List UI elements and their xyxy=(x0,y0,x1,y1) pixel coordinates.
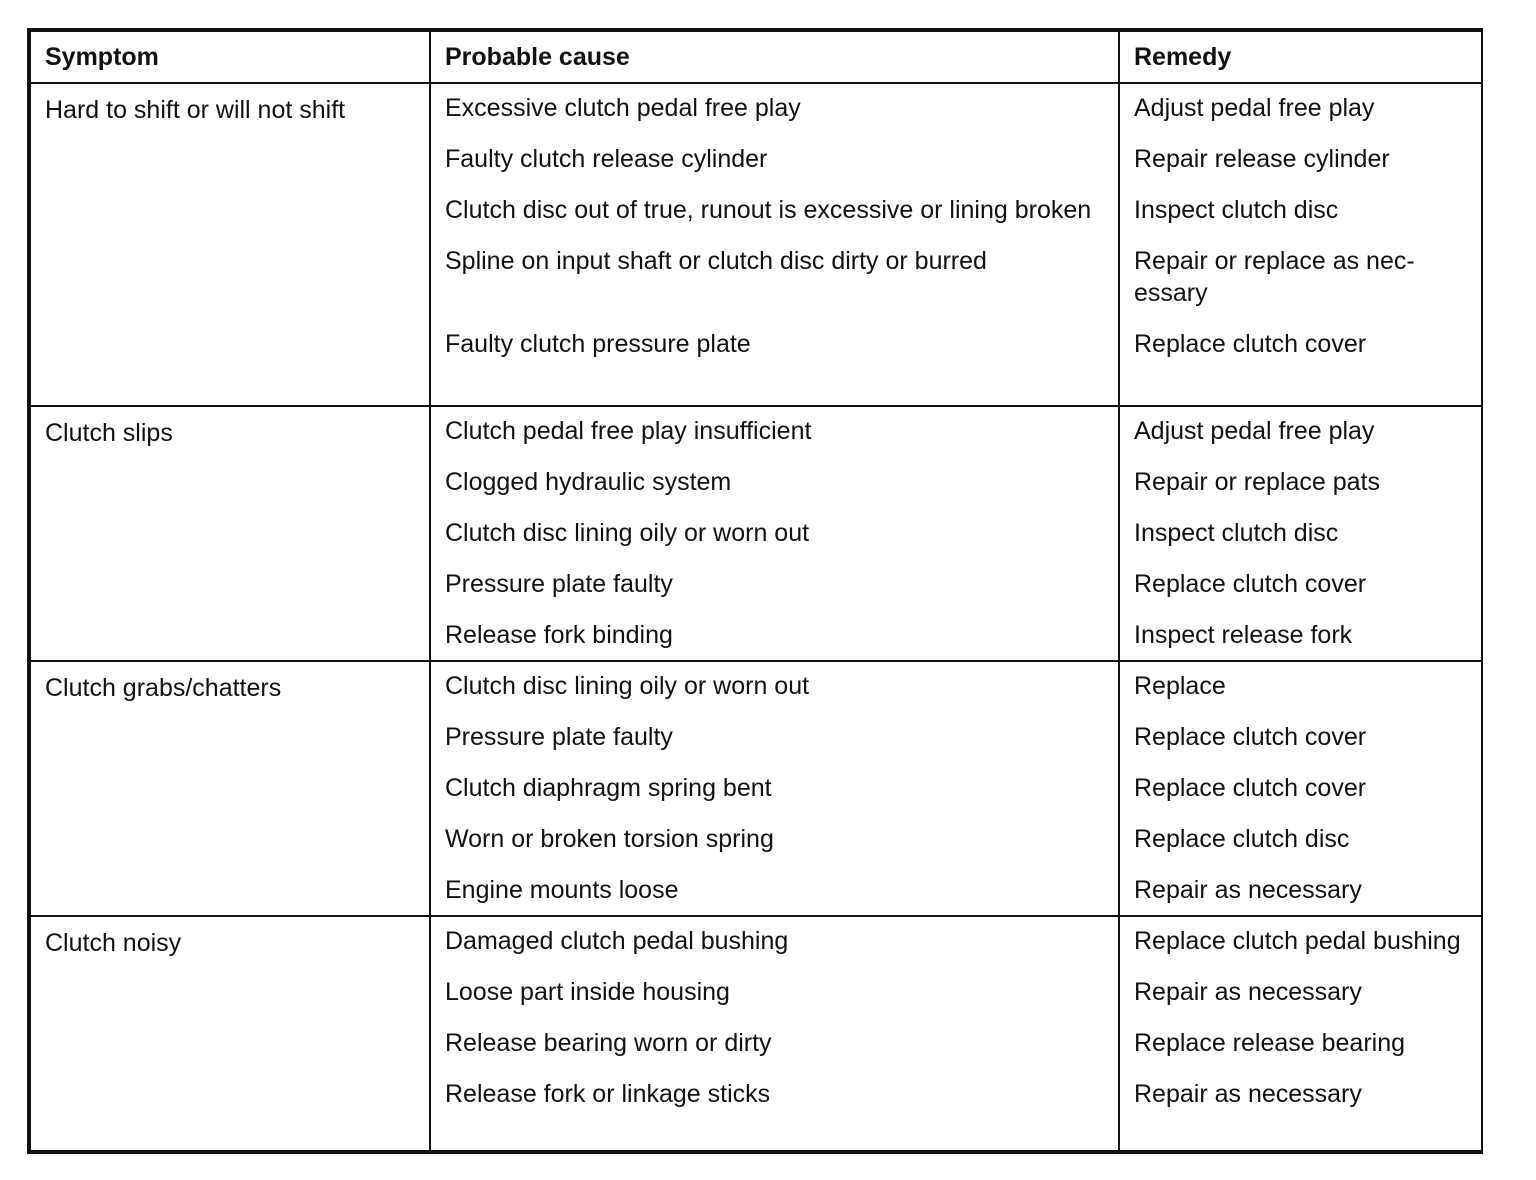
remedy-cell xyxy=(1119,83,1482,406)
remedy-item: Replace clutch cover xyxy=(1134,774,1367,802)
remedy-item: Inspect release fork xyxy=(1134,621,1353,649)
remedy-item: Adjust pedal free play xyxy=(1134,94,1375,122)
troubleshooting-table-frame xyxy=(27,28,1483,1154)
cause-item: Excessive clutch pedal free play xyxy=(445,94,801,122)
cause-item: Release bearing worn or dirty xyxy=(445,1029,772,1057)
cause-item: Release fork or linkage sticks xyxy=(445,1080,771,1108)
remedy-item: Replace release bearing xyxy=(1134,1029,1406,1057)
remedy-item: Repair release cylinder xyxy=(1134,145,1390,173)
remedy-item: Repair or replace as nec-essary xyxy=(1134,247,1415,307)
cause-item: Clutch disc out of true, runout is excessive or lining broken xyxy=(445,196,1092,224)
remedy-item: Adjust pedal free play xyxy=(1134,417,1375,445)
symptom-group-row xyxy=(30,83,1482,406)
symptom-cell: Hard to shift or will not shift xyxy=(30,83,430,406)
symptom-group-row xyxy=(30,916,1482,1151)
remedy-cell xyxy=(1119,661,1482,916)
cause-item: Engine mounts loose xyxy=(445,876,679,904)
remedy-item: Repair as necessary xyxy=(1134,978,1362,1006)
cause-item: Pressure plate faulty xyxy=(445,723,673,751)
symptom-cell: Clutch slips xyxy=(30,406,430,661)
table-body xyxy=(30,83,1482,1151)
remedy-item: Replace clutch pedal bushing xyxy=(1134,927,1461,955)
cause-item: Pressure plate faulty xyxy=(445,570,673,598)
remedy-item: Replace xyxy=(1134,672,1226,700)
remedy-item: Inspect clutch disc xyxy=(1134,519,1339,547)
symptom-cell: Clutch grabs/chatters xyxy=(30,661,430,916)
cause-item: Loose part inside housing xyxy=(445,978,730,1006)
remedy-item: Repair as necessary xyxy=(1134,1080,1362,1108)
remedy-item: Repair as necessary xyxy=(1134,876,1362,904)
cause-item: Clutch diaphragm spring bent xyxy=(445,774,772,802)
cause-item: Clutch pedal free play insufficient xyxy=(445,417,812,445)
probable-cause-cell xyxy=(430,406,1119,661)
remedy-item: Inspect clutch disc xyxy=(1134,196,1339,224)
remedy-item: Repair or replace pats xyxy=(1134,468,1380,496)
header-remedy: Remedy xyxy=(1119,31,1482,83)
cause-item: Clogged hydraulic system xyxy=(445,468,732,496)
remedy-item: Replace clutch cover xyxy=(1134,330,1367,358)
cause-item: Spline on input shaft or clutch disc dirty or burred xyxy=(445,247,987,275)
header-probable-cause: Probable cause xyxy=(430,31,1119,83)
symptom-group-row xyxy=(30,406,1482,661)
header-row xyxy=(30,31,1482,83)
remedy-item: Replace clutch cover xyxy=(1134,570,1367,598)
cause-item: Clutch disc lining oily or worn out xyxy=(445,672,810,700)
probable-cause-cell xyxy=(430,83,1119,406)
cause-item: Faulty clutch pressure plate xyxy=(445,330,751,358)
remedy-cell xyxy=(1119,916,1482,1151)
cause-item: Damaged clutch pedal bushing xyxy=(445,927,789,955)
symptom-cell: Clutch noisy xyxy=(30,916,430,1151)
probable-cause-cell xyxy=(430,661,1119,916)
cause-item: Release fork binding xyxy=(445,621,673,649)
cause-item: Worn or broken torsion spring xyxy=(445,825,774,853)
troubleshooting-table xyxy=(29,30,1483,1152)
cause-item: Clutch disc lining oily or worn out xyxy=(445,519,810,547)
remedy-cell xyxy=(1119,406,1482,661)
remedy-item: Replace clutch cover xyxy=(1134,723,1367,751)
probable-cause-cell xyxy=(430,916,1119,1151)
symptom-group-row xyxy=(30,661,1482,916)
header-symptom: Symptom xyxy=(30,31,430,83)
remedy-item: Replace clutch disc xyxy=(1134,825,1350,853)
cause-item: Faulty clutch release cylinder xyxy=(445,145,768,173)
